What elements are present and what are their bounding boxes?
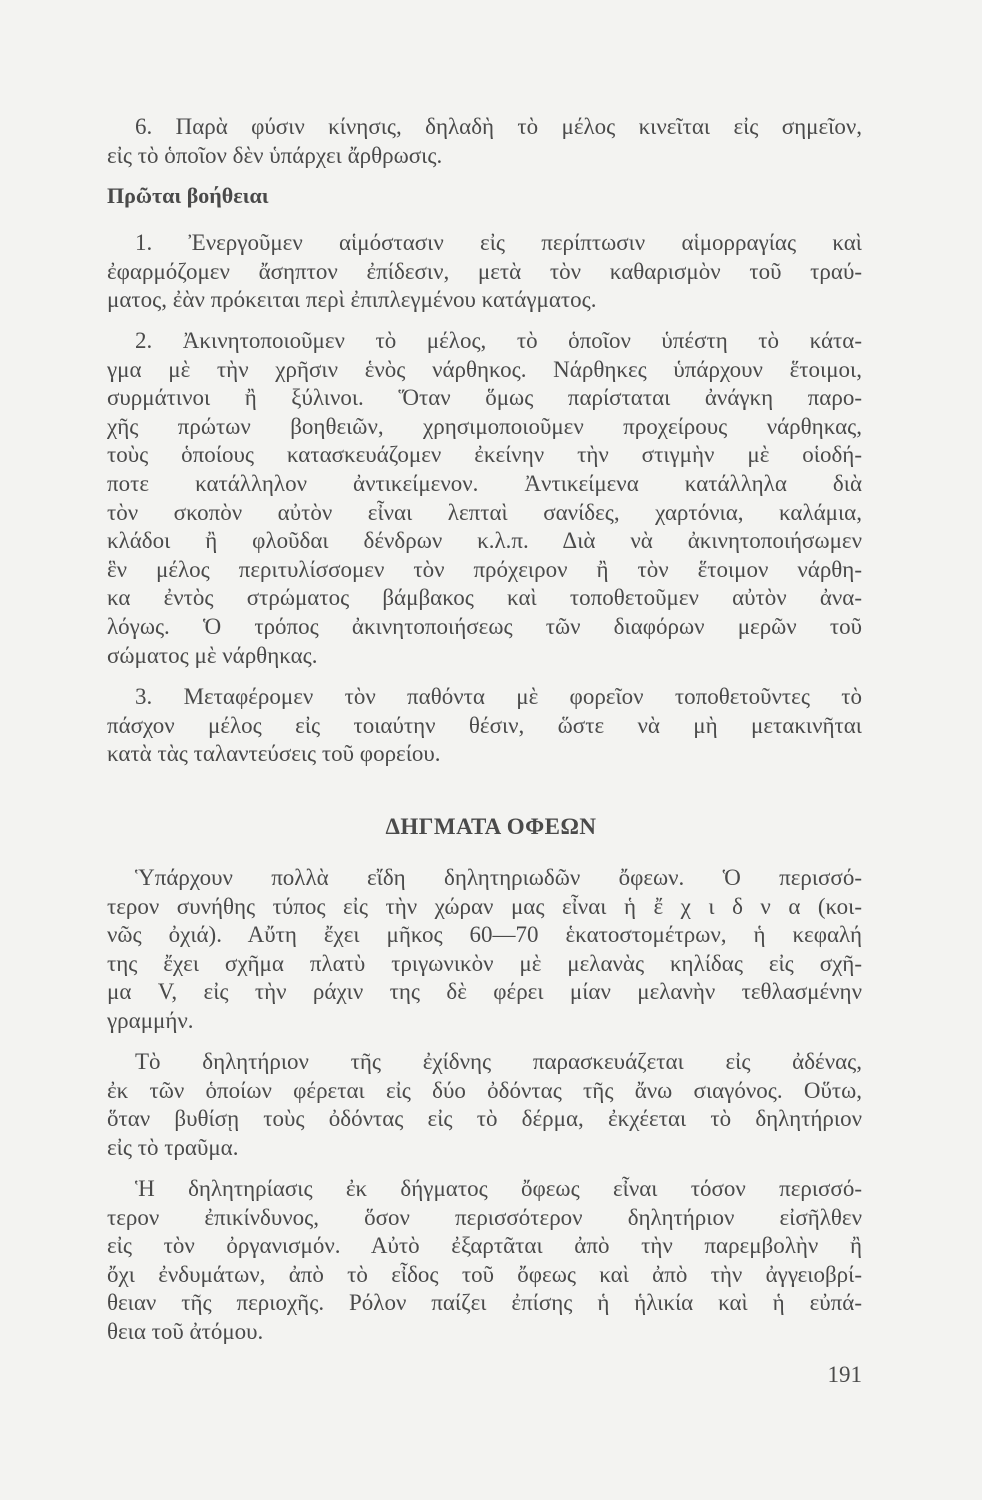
text-line: κατὰ τὰς ταλαντεύσεις τοῦ φορείου. — [107, 741, 441, 767]
text-line: 3. Μεταφέρομεν τὸν παθόντα μὲ φορεῖον τοποθετοῦντες τὸ — [135, 684, 862, 709]
text-line: ματος, ἐὰν πρόκειται περὶ ἐπιπλεγμένου κατάγματος. — [107, 287, 597, 313]
text-line: εἰς τὸν ὀργανισμόν. Αὐτὸ ἐξαρτᾶται ἀπὸ τὴν παρεμβολὴν ἢ — [107, 1233, 862, 1259]
text-line: γραμμήν. — [107, 1007, 194, 1033]
text-line: ἓν μέλος περιτυλίσσομεν τὸν πρόχειρον ἢ τὸν ἕτοιμον νάρθη- — [107, 556, 862, 582]
text-line: τὸν σκοπὸν αὐτὸν εἶναι λεπταὶ σανίδες, χαρτόνια, καλάμια, — [107, 499, 862, 525]
text-line: της ἔχει σχῆμα πλατὺ τριγωνικὸν μὲ μελανὰς κηλίδας εἰς σχῆ- — [107, 950, 862, 976]
text-line: 1. Ἐνεργοῦμεν αἱμόστασιν εἰς περίπτωσιν αἱμορραγίας καὶ — [135, 230, 862, 255]
text-line: Τὸ δηλητήριον τῆς ἐχίδνης παρασκευάζεται εἰς ἀδένας, — [135, 1049, 862, 1074]
section-title: ΔΗΓΜΑΤΑ ΟΦΕΩΝ — [385, 814, 597, 839]
paragraph-item-1 — [107, 229, 862, 315]
text-line: γμα μὲ τὴν χρῆσιν ἑνὸς νάρθηκος. Νάρθηκες ὑπάρχουν ἕτοιμοι, — [107, 356, 862, 382]
paragraph-snake-species — [107, 864, 862, 1036]
paragraph-danger — [107, 1175, 862, 1347]
text-line: κα ἐντὸς στρώματος βάμβακος καὶ τοποθετοῦμεν αὐτὸν ἀνα- — [107, 585, 862, 611]
text-line: Ἡ δηλητηρίασις ἐκ δήγματος ὄφεως εἶναι τόσον περισσό- — [135, 1176, 862, 1201]
text-line: μα V, εἰς τὴν ράχιν της δὲ φέρει μίαν μελανὴν τεθλασμένην — [107, 979, 862, 1005]
text-line: ἐφαρμόζομεν ἄσηπτον ἐπίδεσιν, μετὰ τὸν καθαρισμὸν τοῦ τραύ- — [107, 258, 862, 284]
text-line: ποτε κατάλληλον ἀντικείμενον. Ἀντικείμενα κατάλληλα διὰ — [107, 470, 862, 496]
text-line: ὄχι ἐνδυμάτων, ἀπὸ τὸ εἶδος τοῦ ὄφεως καὶ ἀπὸ τὴν ἀγγειοβρί- — [107, 1261, 862, 1287]
text-line: νῶς ὀχιά). Αὔτη ἔχει μῆκος 60—70 ἑκατοστομέτρων, ἡ κεφαλή — [107, 922, 862, 948]
text-line: τερον ἐπικίνδυνος, ὅσον περισσότερον δηλητήριον εἰσῆλθεν — [107, 1204, 862, 1230]
text-line: χῆς πρώτων βοηθειῶν, χρησιμοποιοῦμεν προχείρους νάρθηκας, — [107, 413, 862, 439]
subheading: Πρῶται βοήθειαι — [107, 183, 269, 208]
text-line: λόγως. Ὁ τρόπος ἀκινητοποιήσεως τῶν διαφόρων μερῶν τοῦ — [107, 613, 862, 639]
text-line: σώματος μὲ νάρθηκας. — [107, 642, 318, 668]
text-line: τερον συνήθης τύπος εἰς τὴν χώραν μας εἶναι ἡ ἔ χ ι δ ν α (κοι- — [107, 893, 862, 919]
text-line: κλάδοι ἢ φλοῦδαι δένδρων κ.λ.π. Διὰ νὰ ἀκινητοποιήσωμεν — [107, 528, 862, 554]
text-line: 6. Παρὰ φύσιν κίνησις, δηλαδὴ τὸ μέλος κινεῖται εἰς σημεῖον, — [135, 114, 862, 139]
paragraph-venom — [107, 1048, 862, 1162]
text-line: εἰς τὸ ὁποῖον δὲν ὑπάρχει ἄρθρωσις. — [107, 142, 443, 168]
paragraph-item-3 — [107, 683, 862, 769]
page-number: 191 — [827, 1362, 862, 1387]
text-line: τοὺς ὁποίους κατασκευάζομεν ἐκείνην τὴν στιγμὴν μὲ οἱοδή- — [107, 442, 862, 468]
paragraph-item-2 — [107, 327, 862, 670]
text-line: εἰς τὸ τραῦμα. — [107, 1134, 239, 1160]
text-line: πάσχον μέλος εἰς τοιαύτην θέσιν, ὥστε νὰ μὴ μετακινῆται — [107, 712, 862, 738]
text-line: θειαν τῆς περιοχῆς. Ρόλον παίζει ἐπίσης ἡ ἡλικία καὶ ἡ εὐπά- — [107, 1290, 862, 1316]
text-line: Ὑπάρχουν πολλὰ εἴδη δηλητηριωδῶν ὄφεων. Ὁ περισσό- — [135, 865, 862, 890]
text-line: θεια τοῦ ἀτόμου. — [107, 1318, 264, 1344]
text-line: συρμάτινοι ἢ ξύλινοι. Ὅταν ὅμως παρίσταται ἀνάγκη παρο- — [107, 385, 862, 411]
text-line: ἐκ τῶν ὁποίων φέρεται εἰς δύο ὀδόντας τῆς ἄνω σιαγόνος. Οὕτω, — [107, 1077, 862, 1103]
paragraph-item-6 — [107, 113, 862, 170]
text-line: 2. Ἀκινητοποιοῦμεν τὸ μέλος, τὸ ὁποῖον ὑπέστη τὸ κάτα- — [135, 328, 862, 353]
text-line: ὅταν βυθίσῃ τοὺς ὀδόντας εἰς τὸ δέρμα, ἐκχέεται τὸ δηλητήριον — [107, 1106, 862, 1132]
